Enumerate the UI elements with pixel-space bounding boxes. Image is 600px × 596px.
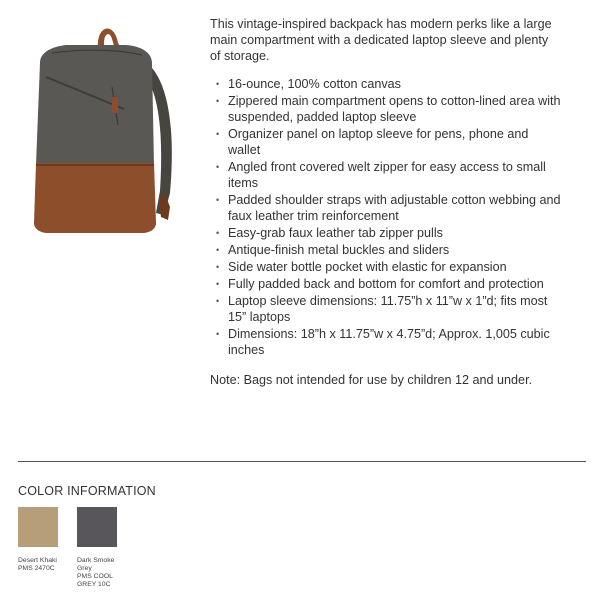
- product-image: [18, 15, 186, 260]
- list-item: • Fully padded back and bottom for comfort and protection: [216, 276, 562, 292]
- swatch-label-desert-khaki: [18, 557, 78, 573]
- section-divider: [18, 461, 586, 462]
- list-item: • Zippered main compartment opens to cotton-lined area with suspended, padded laptop sleeve: [216, 93, 562, 125]
- list-item: • Dimensions: 18”h x 11.75”w x 4.75”d; Approx. 1,005 cubic inches: [216, 326, 562, 358]
- product-description: [210, 16, 562, 388]
- swatch-name: Desert Khaki: [18, 557, 57, 564]
- list-item: • Antique-finish metal buckles and sliders: [216, 242, 562, 258]
- swatch-name: Dark Smoke Grey: [77, 557, 115, 572]
- backpack-image: [18, 15, 186, 260]
- color-swatch-dark-smoke-grey: [77, 507, 117, 547]
- list-item: • Organizer panel on laptop sleeve for pens, phone and wallet: [216, 126, 562, 158]
- description-intro: This vintage-inspired backpack has modern perks like a large main compartment with a dedicated laptop sleeve and plenty of storage.: [210, 17, 552, 63]
- swatch-pms: PMS 2470C: [18, 565, 55, 572]
- feature-list: [210, 76, 562, 358]
- color-information-heading: COLOR INFORMATION: [18, 484, 156, 498]
- list-item: • Easy-grab faux leather tab zipper pulls: [216, 225, 562, 241]
- list-item: • Padded shoulder straps with adjustable cotton webbing and faux leather trim reinforcement: [216, 192, 562, 224]
- list-item: • Side water bottle pocket with elastic for expansion: [216, 259, 562, 275]
- list-item: • 16-ounce, 100% cotton canvas: [216, 76, 562, 92]
- color-swatch-desert-khaki: [18, 507, 58, 547]
- list-item: • Laptop sleeve dimensions: 11.75”h x 11”w x 1”d; fits most 15” laptops: [216, 293, 562, 325]
- swatch-pms: PMS COOL GREY 10C: [77, 573, 113, 588]
- usage-note: Note: Bags not intended for use by children 12 and under.: [210, 373, 533, 387]
- list-item: • Angled front covered welt zipper for easy access to small items: [216, 159, 562, 191]
- swatch-label-dark-smoke-grey: [77, 557, 121, 589]
